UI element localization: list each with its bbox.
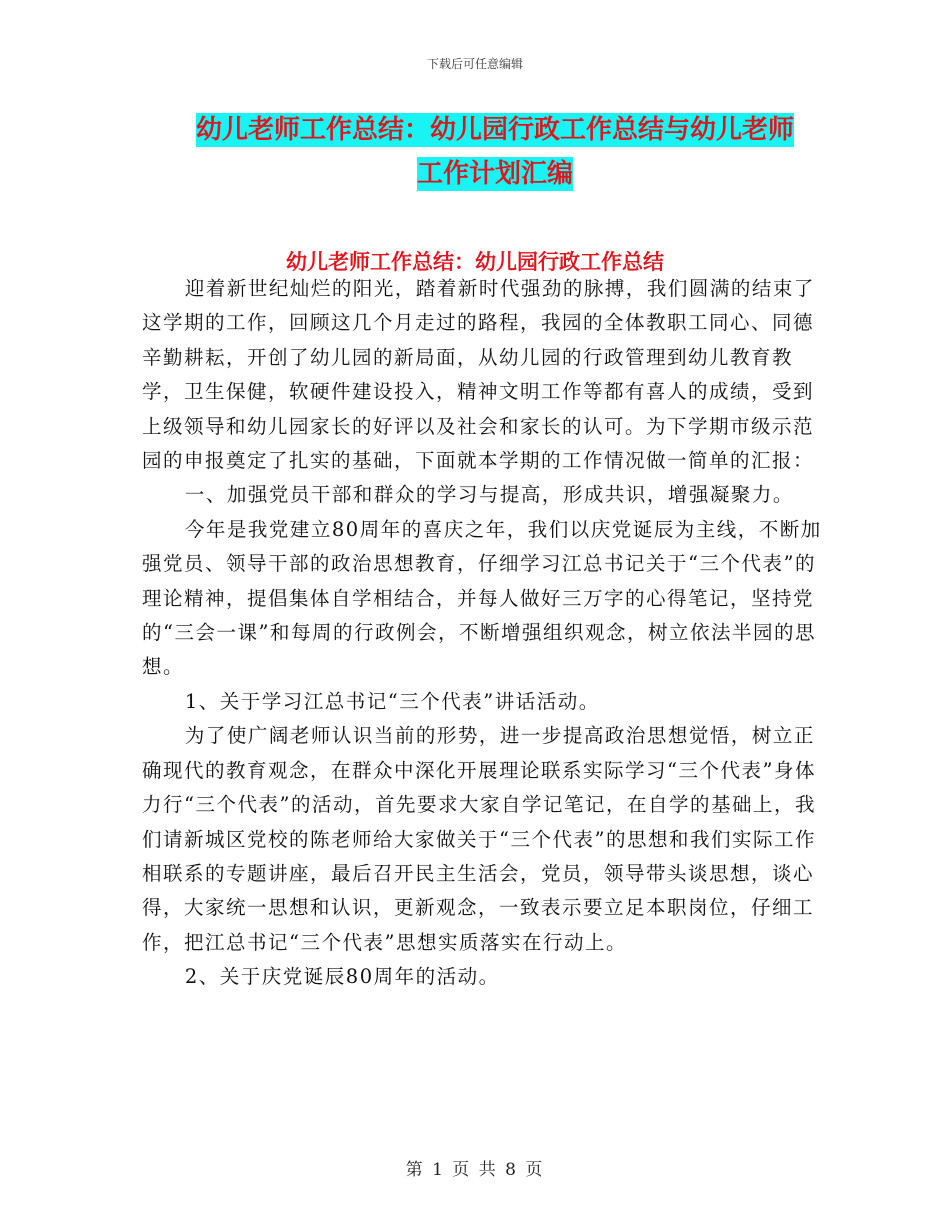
paragraph-subheading-1: 1、关于学习江总书记“三个代表”讲话活动。 xyxy=(184,689,600,713)
document-title-line-1-text: 幼儿老师工作总结：幼儿园行政工作总结与幼儿老师 xyxy=(195,115,794,145)
paragraph-party-anniversary: 今年是我党建立80周年的喜庆之年，我们以庆党诞辰为主线，不断加强党员、领导干部的政治思想教育，仔细学习江总书记关于“三个代表”的理论精神，提倡集体自学相结合，并每人做好三万字的心得笔记，坚持党的“三会一课”和每周的行政例会，不断增强组织观念，树立依法半园的思想。 xyxy=(142,517,822,679)
paragraph-subheading-2: 2、关于庆党诞辰80周年的活动。 xyxy=(184,965,500,989)
paragraph-heading-1: 一、加强党员干部和群众的学习与提高，形成共识，增强凝聚力。 xyxy=(184,483,794,507)
document-title-line-1 xyxy=(140,108,850,152)
document-title-line-2-text: 工作计划汇编 xyxy=(416,159,573,189)
section-title: 幼儿老师工作总结：幼儿园行政工作总结 xyxy=(286,250,664,274)
page-footer: 第 1 页 共 8 页 xyxy=(405,1160,545,1180)
paragraph-three-represents: 为了使广阔老师认识当前的形势，进一步提高政治思想觉悟，树立正确现代的教育观念，在群众中深化开展理论联系实际学习“三个代表”身体力行“三个代表”的活动，首先要求大家自学记笔记，在自学的基础上，我们请新城区党校的陈老师给大家做关于“三个代表”的思想和我们实际工作相联系的专题讲座，最后召开民主生活会，党员，领导带头谈思想，谈心得，大家统一思想和认识，更新观念，一致表示要立足本职岗位，仔细工作，把江总书记“三个代表”思想实质落实在行动上。 xyxy=(142,724,816,954)
paragraph-intro: 迎着新世纪灿烂的阳光，踏着新时代强劲的脉搏，我们圆满的结束了这学期的工作，回顾这几个月走过的路程，我园的全体教职工同心、同德辛勤耕耘，开创了幼儿园的新局面，从幼儿园的行政管理到幼儿教育教学，卫生保健，软硬件建设投入，精神文明工作等都有喜人的成绩，受到上级领导和幼儿园家长的好评以及社会和家长的认可。为下学期市级示范园的申报奠定了扎实的基础，下面就本学期的工作情况做一简单的汇报： xyxy=(142,277,815,473)
document-body xyxy=(142,272,822,995)
document-title-line-2 xyxy=(140,152,850,196)
header-note: 下载后可任意编辑 xyxy=(426,57,523,71)
